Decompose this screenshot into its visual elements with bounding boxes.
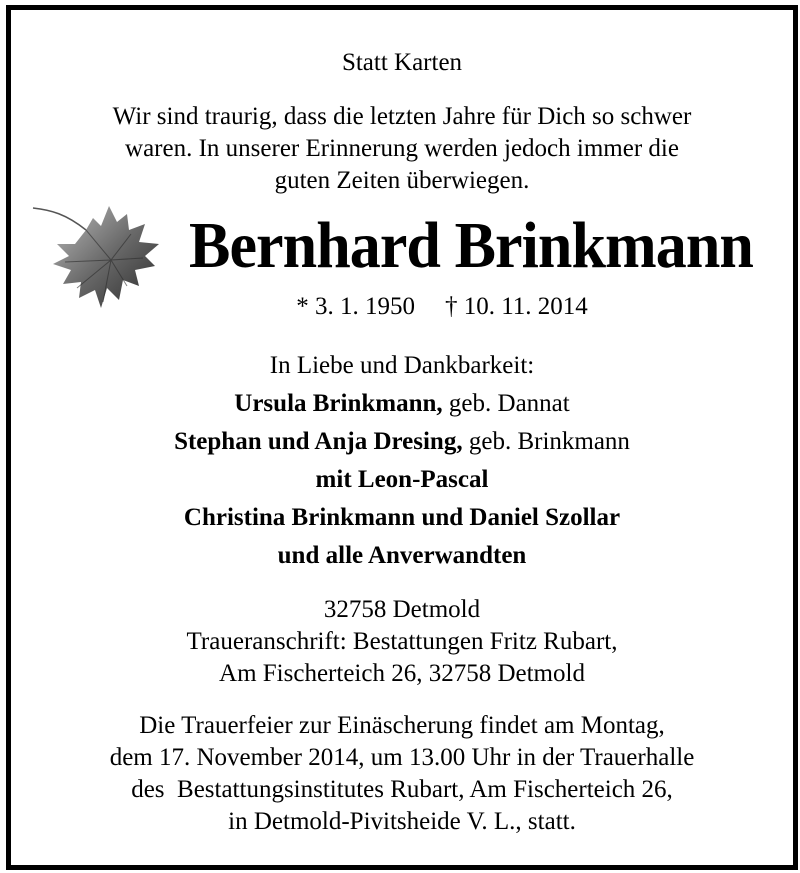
death-date: † 10. 11. 2014 [444, 293, 588, 320]
verse-line-3: guten Zeiten überwiegen. [274, 167, 530, 194]
address-line-1: Traueranschrift: Bestattungen Fritz Rubart, [186, 628, 618, 655]
mourner-line-1 [11, 389, 793, 419]
address-city: 32758 Detmold [323, 596, 481, 623]
mourner-line-2 [11, 427, 793, 457]
life-dates [11, 292, 793, 322]
birth-date: * 3. 1. 1950 [296, 293, 415, 320]
verse-line-1: Wir sind traurig, dass die letzten Jahre für Dich so schwer [112, 103, 692, 130]
mourner-line-5: und alle Anverwandten [277, 542, 527, 569]
ceremony-line-2: dem 17. November 2014, um 13.00 Uhr in der Trauerhalle [109, 744, 695, 771]
address-line-2: Am Fischerteich 26, 32758 Detmold [219, 660, 585, 687]
mourner-2-birthname: geb. Brinkmann [462, 428, 630, 455]
mourner-line-4: Christina Brinkmann und Daniel Szollar [183, 504, 621, 531]
mourner-1-birthname: geb. Dannat [442, 390, 570, 417]
ceremony-line-1: Die Trauerfeier zur Einäscherung findet am Montag, [139, 712, 665, 739]
verse-line-2: waren. In unserer Erinnerung werden jedoch immer die [125, 135, 679, 162]
mourners-intro: In Liebe und Dankbarkeit: [269, 352, 535, 379]
ceremony-line-4: in Detmold-Pivitsheide V. L., statt. [228, 808, 576, 835]
statt-karten: Statt Karten [341, 49, 463, 76]
mourner-1-name: Ursula Brinkmann, [234, 390, 443, 417]
obituary-notice [6, 5, 798, 870]
mourner-2-name: Stephan und Anja Dresing, [174, 428, 463, 455]
deceased-name: Bernhard Brinkmann [189, 209, 753, 282]
ceremony-line-3: des Bestattungsinstitutes Rubart, Am Fischerteich 26, [131, 776, 673, 803]
mourner-line-3: mit Leon-Pascal [315, 466, 489, 493]
